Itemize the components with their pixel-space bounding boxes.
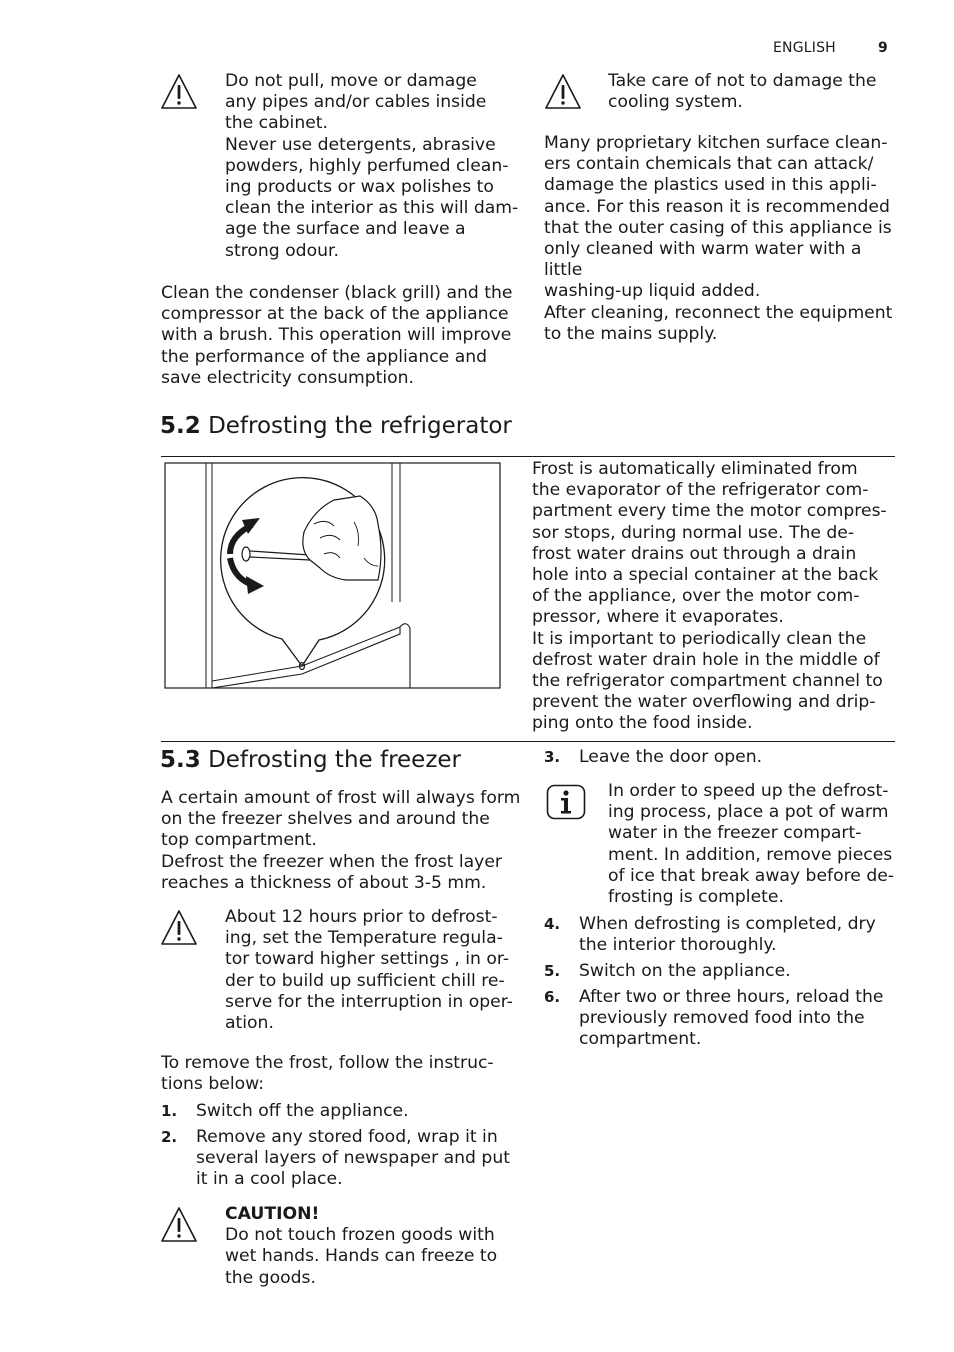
caution-title: CAUTION! xyxy=(225,1204,320,1224)
section-5-2-text: Frost is automatically eliminated from the evaporator of the refrigerator com- partment every time the motor compres- sor stops, during normal use. The de- frost water drains out through a drain hole into a special container at the back of the appliance, over the motor com- pressor, where it evaporates. It is important to periodically clean the defrost water drain hole in the middle of the refrigerator compartment channel to prevent the water overflowing and drip- ping onto the food inside. xyxy=(532,459,887,734)
step-number: 3. xyxy=(544,748,561,766)
section-number: 5.2 xyxy=(160,413,201,439)
step-number: 2. xyxy=(161,1128,178,1146)
freezer-intro-text: A certain amount of frost will always form on the freezer shelves and around the top compartment. Defrost the freezer when the frost layer reaches a thickness of about 3-5 mm. xyxy=(161,788,521,893)
drain-hole-cleaning-illustration xyxy=(164,462,502,690)
instructions-intro: To remove the frost, follow the instruc- tions below: xyxy=(161,1053,494,1095)
section-rule-bottom xyxy=(161,741,895,742)
step-2: 2. Remove any stored food, wrap it in several layers of newspaper and put it in a cool place. xyxy=(161,1127,510,1190)
section-number: 5.3 xyxy=(160,747,201,773)
warning-triangle-icon xyxy=(159,1205,199,1245)
step-number: 1. xyxy=(161,1102,178,1120)
surface-cleaner-paragraph: Many proprietary kitchen surface clean- ers contain chemicals that can attack/ damage the plastics used in this appli- ance. For this reason it is recommended that the outer casing of this appliance is only cleaned with warm water with a little washing-up liquid added. After cleaning, reconnect the equipment to the mains supply. xyxy=(544,133,893,344)
caution-block: CAUTION! Do not touch frozen goods with wet hands. Hands can freeze to the goods. xyxy=(225,1204,525,1289)
page-number: 9 xyxy=(878,40,888,56)
warning-triangle-icon xyxy=(543,72,583,112)
step-number: 5. xyxy=(544,962,561,980)
warning-triangle-icon xyxy=(159,72,199,112)
step-6: 6. After two or three hours, reload the previously removed food into the compartment. xyxy=(544,987,884,1050)
temperature-warning-text: About 12 hours prior to defrost- ing, set the Temperature regula- tor toward higher settings , in or- der to build up sufficient chill re- serve for the interruption in oper- ation. xyxy=(225,907,513,1034)
step-5: 5. Switch on the appliance. xyxy=(544,961,791,981)
warning-triangle-icon xyxy=(159,908,199,948)
speed-up-tip-text: In order to speed up the defrost- ing process, place a pot of warm water in the freezer compart- ment. In addition, remove pieces of ice that break away before de- frosting is complete. xyxy=(608,781,895,908)
step-number: 4. xyxy=(544,915,561,933)
condenser-paragraph: Clean the condenser (black grill) and the compressor at the back of the appliance with a brush. This operation will improve the performance of the appliance and save electricity consumption. xyxy=(161,283,513,388)
section-5-2-heading xyxy=(160,412,660,440)
section-rule-top xyxy=(161,456,895,457)
section-title: Defrosting the freezer xyxy=(208,747,462,773)
step-3: 3. Leave the door open. xyxy=(544,747,763,767)
language-label: ENGLISH xyxy=(773,40,836,56)
page-header xyxy=(773,40,893,56)
section-title: Defrosting the refrigerator xyxy=(208,413,512,439)
section-5-3-heading xyxy=(160,746,530,774)
step-number: 6. xyxy=(544,988,561,1006)
cooling-system-warning-text: Take care of not to damage the cooling system. xyxy=(608,71,877,113)
step-4: 4. When defrosting is completed, dry the interior thoroughly. xyxy=(544,914,876,956)
cabinet-warning-text: Do not pull, move or damage any pipes and/or cables inside the cabinet. Never use detergents, abrasive powders, highly perfumed clean- ing products or wax polishes to clean the interior as this will dam- age the surface and leave a strong odour. xyxy=(225,71,519,261)
step-1: 1. Switch off the appliance. xyxy=(161,1101,409,1121)
info-icon xyxy=(546,784,586,820)
